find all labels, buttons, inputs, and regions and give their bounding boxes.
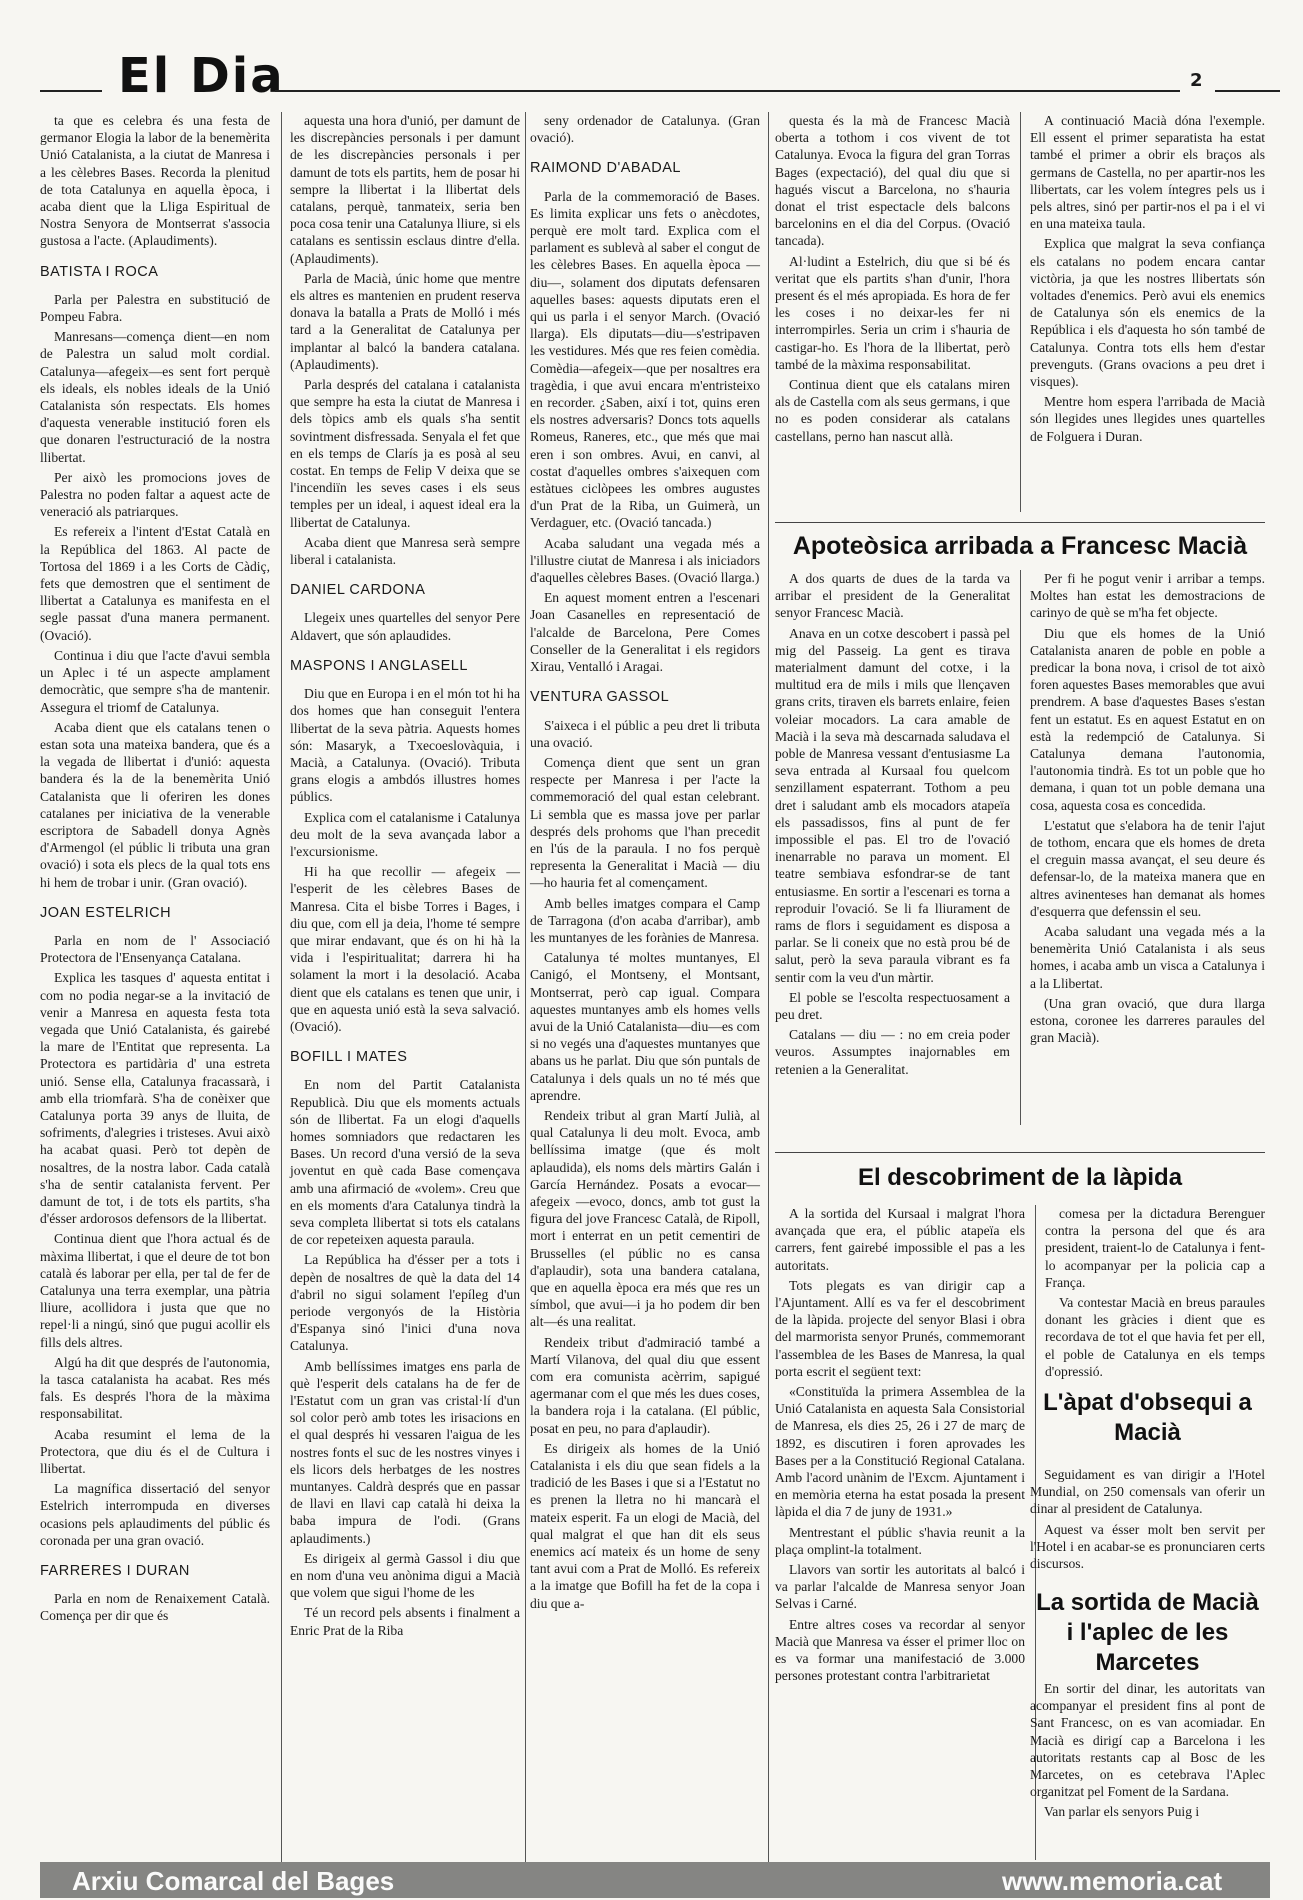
paragraph: La magnífica dissertació del senyor Estelrich interrompuda en diverses ocasions pels aplaudiments del públic és coronada per una gran ovació. — [40, 1481, 270, 1548]
paragraph: Acaba dient que els catalans tenen o estan sota una mateixa bandera, que és a la vegada de llibertat i d'unió: aquesta bandera és la de la benemèrita Unió Catalanista que li oferiren les dones catalanes per iniciativa de la venerable escriptora de Sabadell donya Agnès d'Armengol (el públic li tributa una gran ovació) i sota els plecs de la qual tots ens hi hem de trobar i unir. (Gran ovació). — [40, 719, 270, 890]
paragraph: Comença dient que sent un gran respecte per Manresa i per l'acte la commemoració del qual estan celebrant. Li sembla que es massa jove per parlar després dels prohoms que l'han precedit en l'ús de la paraula. I no fos perquè representa la Generalitat i Macià — diu —ho hauria fet al començament. — [530, 754, 760, 891]
section-heading: VENTURA GASSOL — [530, 689, 670, 706]
paragraph: Acaba dient que Manresa serà sempre liberal i catalanista. — [290, 534, 520, 568]
paragraph: Va contestar Macià en breus paraules donant les gràcies i dient que es recordava de tot el que havia fet per ell, el poble de Catalunya en els temps d'opressió. — [1045, 1295, 1265, 1379]
paragraph: Parla de Macià, únic home que mentre els altres es mantenien en prudent reserva donava la batalla a Prats de Molló i més tard a la Generalitat de Catalunya per implantar al balcó la bandera catalana. (Aplaudiments). — [290, 270, 520, 372]
text-column-2 — [290, 112, 520, 1872]
paragraph: Anava en un cotxe descobert i passà pel mig del Passeig. La gent es tirava materialment damunt del cotxe, i la multitud era de mils i mils que llençaven grans crits, tiraven els barrets enlaire, feien voleiar mocadors. La cara amable de Macià i la seva mà descarnada saludava el poble de Manresa vessant d'entusiasme La seva entrada al Kursaal fou quelcom senzillament espaterrant. Tothom a peu dret i saludant amb els mocadors atapeïa els passadissos, fins al punt de fer impossible el pas. El tro de l'ovació inenarrable no parava un moment. El teatre sembiava esfondrar-se de tant entusiasme. En sortir a l'escenari es torna a reproduir l'ovació. Se li fa lliurament de rams de flors i seguidament es disposa a parlar. Se li coneix que no està prou bé de salut, però la seva paraula vibrant es fa sentir com la veu d'un màrtir. — [775, 625, 1010, 985]
paragraph: Diu que en Europa i en el món tot hi ha dos homes que han conseguit l'entera llibertat de la seva pàtria. Aquests homes són: Masaryk, a Txecoeslovàquia, i Macià, a Catalunya. (Ovació). Tributa grans elogis a ambdós illustres homes públics. — [290, 686, 520, 805]
paragraph: questa és la mà de Francesc Macià oberta a tothom i cos vivent de tot Catalunya. Evoca la figura del gran Torras Bages (expectació), del qual diu que si hagués viscut a Barcelona, no s'hauria donat el trist espectacle dels balcons barcelonins en el dia del Corpus. (Ovació tancada). — [775, 113, 1010, 249]
text-column-4 — [775, 112, 1010, 512]
headline-apoteosica: Apoteòsica arribada a Francesc Macià — [792, 532, 1248, 560]
paragraph: seny ordenador de Catalunya. (Gran ovació). — [530, 113, 760, 146]
paragraph: A continuació Macià dóna l'exemple. Ell essent el primer separatista ha estat també el primer a obrir els braços als germans de Castella, no per apartir-nos les llibertats, car les volem íntegres pels us i pels altres, sinó per partir-nos el pa i el vi en una mateixa taula. — [1030, 113, 1265, 232]
paragraph: Tots plegats es van dirigir cap a l'Ajuntament. Allí es va fer el descobriment de la làpida. projecte del senyor Blasi i obra del marmorista senyor Prunés, commemorant l'assemblea de les Bases de Manresa, la qual porta escrit el següent text: — [775, 1277, 1025, 1379]
apat-body — [1030, 1466, 1265, 1576]
paragraph: El poble se l'escolta respectuosament a peu dret. — [775, 989, 1010, 1023]
paragraph: «Constituïda la primera Assemblea de la Unió Catalanista en aquesta Sala Consistorial de Manresa, els dies 25, 26 i 27 de març de 1892, es discutiren i foren aprovades les Bases per a la Constitució Regional Catalana. Amb l'acord unànim de l'Excm. Ajuntament i en memòria eterna ha estat posada la present làpida el dia 7 de juny de 1931.» — [775, 1384, 1025, 1520]
paragraph: Per fi he pogut venir i arribar a temps. Moltes han estat les demostracions de carinyo de què se m'ha fet objecte. — [1030, 571, 1265, 621]
paragraph: Hi ha que recollir — afegeix — l'esperit de les cèlebres Bases de Manresa. Cita el bisbe Torres i Bages, i diu que, com ell ja deia, l'home té sempre que mirar endavant, que és on hi hà la vida i l'espiritualitat; darrera hi ha solament la mort i la desolació. Acaba dient que els catalans es tenen que unir, i que en aquesta unió està la seva salvació. (Ovació). — [290, 864, 520, 1034]
headline-apat: L'àpat d'obsequi a Macià — [1043, 1389, 1252, 1446]
paragraph: Per això les promocions joves de Palestra no poden faltar a aquest acte de veneració als patriarques. — [40, 469, 270, 520]
section-heading: MASPONS I ANGLASELL — [290, 657, 468, 674]
section-rule — [775, 522, 1265, 523]
sortida-body — [1030, 1680, 1265, 1860]
paragraph: Explica que malgrat la seva confiança els catalans no podem encara cantar victòria, ja que les nostres llibertats són voltades d'enemics. Però avui els enemics de Catalunya són els enemics de la República i els d'aquesta ho són també de Catalunya. Contra tots ells hem d'estar prevenguts. (Grans ovacions a peu dret i visques). — [1030, 236, 1265, 390]
paragraph: Manresans—comença dient—en nom de Palestra un salud molt cordial. Catalunya—afegeix—es sent fort perquè els ideals, els nobles ideals de la Unió Catalanista són respectats. Els homes d'aquesta venerable institució foren els que donaren l'estructuració de la nostra llibertat. — [40, 329, 270, 465]
column-divider — [525, 112, 526, 1862]
paragraph: Amb bellíssimes imatges ens parla de què l'esperit dels catalans ha de fer de l'Estatut com un gran vas cristal·lí d'un sol color però amb totes les irisacions en el qual després hi vessaren l'aigua de les nostres fonts el suc de les nostres vinyes i els licors dels herbatges de les nostres muntanyes. Caldrà després que en passar de llavi en llavi cap català hi deixa la baba impura de l'odi. (Grans aplaudiments.) — [290, 1358, 520, 1546]
section-heading: JOAN ESTELRICH — [40, 904, 172, 921]
section-heading: FARRERES I DURAN — [40, 1563, 190, 1580]
paragraph: Parla de la commemoració de Bases. Es limita explicar uns fets o anècdotes, perquè ere molt tard. Explica com el parlament es sublevà al saber el congut de les cèlebres Bases. En aquella època —diu—, solament dos diputats defensaren aquelles bases: aquests diputats eren el qui us parla i el senyor March. (Ovació llarga). Els diputats—diu—s'estripaven les vestidures. Més que res feien comèdia. Comèdia—afegeix—que per nosaltres era tragèdia, i que avui encara m'entristeixo en recorder. ¿Saben, així i tot, quins eren els nostres adversaris? Doncs tots aquells Romeus, Raneres, etc., que més que mai eren i son ombres. Avui, en canvi, al costat d'aquelles ombres s'aixequen com estàtues ciclòpees les ombres augustes d'un Prat de la Riba, un Guimerà, un Verdaguer, etc. (Ovació tancada.) — [530, 188, 760, 531]
paragraph: Mentrestant el públic s'havia reunit a la plaça omplint-la totalment. — [775, 1524, 1025, 1557]
paragraph: Mentre hom espera l'arribada de Macià són llegides unes llegides unes quartelles de Folguera i Duran. — [1030, 394, 1265, 444]
headline-sortida: La sortida de Macià i l'aplec de les Marcetes — [1036, 1589, 1259, 1676]
paragraph: Van parlar els senyors Puig i — [1044, 1804, 1200, 1820]
page-number: 2 — [1190, 70, 1203, 91]
descobriment-column-2 — [1045, 1205, 1265, 1379]
paragraph: La República ha d'ésser per a tots i depèn de nosaltres de què la data del 14 d'abril no sigui solament l'epíleg d'un periode vergonyós de la Història d'Espanya sinó l'inici d'una nova Catalunya. — [290, 1252, 520, 1354]
website-watermark: www.memoria.cat — [1002, 1866, 1223, 1896]
archive-watermark: Arxiu Comarcal del Bages — [72, 1866, 395, 1896]
paragraph: (Una gran ovació, que dura llarga estona, coronee les darreres paraules del gran Macià). — [1030, 995, 1265, 1046]
paragraph: Diu que els homes de la Unió Catalanista anaren de poble en poble a predicar la bona nova, i crisol de tot això foren aquestes Bases memorables que avui prendrem. A base d'aquestes Bases s'estan fent un estatut. Es en aquest Estatut en on està la redempció de Catalunya. Si Catalunya demana l'autonomia, l'autonomia tindrà. Es tot un poble que ho demana, i quan tot un poble demana una cosa, aquesta cosa es concedida. — [1030, 625, 1265, 813]
text-column-5 — [1030, 112, 1265, 512]
paragraph: Rendeix tribut d'admiració també a Martí Vilanova, del qual diu que essent com era comunista acèrrim, sapigué agermanar com el que més les dues coses, la bandera roja i la catalana. (El públic, posat en peu, no para d'aplaudir). — [530, 1334, 760, 1436]
masthead-rule-left — [40, 90, 102, 92]
paragraph: Amb belles imatges compara el Camp de Tarragona (d'on acaba d'arribar), amb les muntanyes de les forànies de Manresa. — [530, 895, 760, 945]
paragraph: Continua dient que els catalans miren als de Castella com als seus germans, i que no es poden considerar als catalans castellans, perno han nascut allà. — [775, 377, 1010, 444]
paragraph: Explica com el catalanisme i Catalunya deu molt de la seva avançada labor a l'excursionisme. — [290, 809, 520, 859]
section-heading: DANIEL CARDONA — [290, 582, 426, 599]
section-heading: BATISTA I ROCA — [40, 263, 159, 280]
paragraph: Es dirigeix al germà Gassol i diu que en nom d'una veu anònima digui a Macià que volem que sigui l'home de les — [290, 1550, 520, 1601]
paragraph: S'aixeca i el públic a peu dret li tributa una ovació. — [530, 717, 760, 750]
apoteosica-column-1 — [775, 570, 1010, 1125]
column-divider — [1020, 570, 1021, 1125]
paragraph: ta que es celebra és una festa de germanor Elogia la labor de la benemèrita Unió Catalanista, a la ciutat de Manresa i a les cèlebres Bases. Recorda la plenitud de tota Catalunya en aquella època, i acaba dient que la Lliga Espiritual de Nostra Senyora de Montserrat s'associa gustosa a l'acte. (Aplaudiments). — [40, 113, 270, 249]
paragraph: En nom del Partit Catalanista Republicà. Diu que els moments actuals són de llibertat. Fa un elogi d'aquells homes somniadors que redactaren les Bases. Un record d'una versió de la seva joventut en què cada Base començava amb una afirmació de «volem». Creu que en els moments d'ara Catalunya tindrà la seva completa llibertat si tots els catalans de cor repeteixen aquesta paraula. — [290, 1077, 520, 1248]
paragraph: Catalans — diu — : no em creia poder veuros. Assumptes inajornables em retenien a la Generalitat. — [775, 1027, 1010, 1077]
paragraph: Acaba saludant una vegada més a la benemèrita Unió Catalanista i als seus homes, i acaba amb un visca a Catalunya i a la Llibertat. — [1030, 924, 1265, 991]
paragraph: Continua i diu que l'acte d'avui sembla un Aplec i té un aspecte amplament democràtic, que sempre s'ha de mantenir. Assegura el triomf de Catalunya. — [40, 647, 270, 715]
paragraph: Rendeix tribut al gran Martí Julià, al qual Catalunya li deu molt. Evoca, amb bellíssima imatge (que és molt aplaudida), els noms dels màrtirs Galán i García Hernández. Posats a evocar— afegeix —evoco, doncs, amb tot gust la figura del jove Francesc Català, de Ripoll, mort i enterrat en un petit cementiri de Brusselles (el públic no es cansa d'aplaudir), sota una bandera catalana, que en aquella època era més que res un símbol, que avui—i ja ho podem dir ben alt—és una realitat. — [530, 1107, 760, 1330]
text-column-1 — [40, 112, 270, 1872]
section-heading: BOFILL I MATES — [290, 1049, 408, 1066]
paragraph: Llegeix unes quartelles del senyor Pere Aldavert, que són aplaudides. — [290, 610, 520, 643]
paragraph: comesa per la dictadura Berenguer contra la persona del que és ara president, traient-lo de Catalunya i fent-lo acompanyar per la policia cap a França. — [1045, 1206, 1265, 1290]
paragraph: En sortir del dinar, les autoritats van acompanyar el president fins al pont de Sant Francesc, on es van acomiadar. En Macià es dirigí cap a Barcelona i les autoritats restants cap al Bosc de les Marcetes, on es cetebrava l'Aplec organitzat pel Foment de la Sardana. — [1030, 1681, 1265, 1800]
paragraph: Explica les tasques d' aquesta entitat i com no podia negar-se a la invitació de venir a Manresa en aquesta festa tota vegada que Unió Catalanista, és gairebé la mare de l'Entitat que representa. La Protectora es partidària d' una estreta unió. Sense ella, Catalunya fracassarà, i amb ella triomfarà. S'ha de conèixer que Catalunya porta 39 anys de lluita, de sofriments, d'alegries i tristeses. Avui això ha acabat quasi. Però tot depèn de nosaltres, de la nostra labor. Cada català s'ha de sentir catalanista fervent. Per damunt de tot, i de tots els partits, s'ha d'ésser ardorosos defensors de la llibertat. — [40, 970, 270, 1227]
masthead-rule — [275, 90, 1180, 92]
paragraph: Acaba saludant una vegada més a l'illustre ciutat de Manresa i als iniciadors d'aquelles cèlebres Bases. (Ovació llarga.) — [530, 535, 760, 586]
headline-descobriment: El descobriment de la làpida — [857, 1164, 1183, 1191]
paragraph: Continua dient que l'hora actual és de màxima llibertat, i que el deure de tot bon català és laborar per ella, per tal de fer de Catalunya una terra exemplar, una pàtria lliure, acollidora i justa que que no repel·li a ningú, sinó que pugui acollir els fills dels altres. — [40, 1231, 270, 1350]
paragraph: L'estatut que s'elabora ha de tenir l'ajut de tothom, encara que els homes de dreta el creguin massa avançat, el seu deure és defensar-lo, de la mateixa manera que en altres avinenteses han demanat als homes d'esquerra que defenssin el seu. — [1030, 817, 1265, 919]
text-column-3 — [530, 112, 760, 1872]
paragraph: Al·ludint a Estelrich, diu que si bé és veritat que els partits s'han d'unir, l'hora present és el més apropiada. Es hora de fer les coses i no deixar-les fer ni interrompirles. Seria un crim i s'hauria de castigar-ho. Es l'hora de la llibertat, però també de la màxima responsabilitat. — [775, 253, 1010, 372]
paragraph: A dos quarts de dues de la tarda va arribar el president de la Generalitat senyor Francesc Macià. — [775, 571, 1010, 621]
paragraph: Parla en nom de l' Associació Protectora de l'Ensenyança Catalana. — [40, 932, 270, 966]
paragraph: A la sortida del Kursaal i malgrat l'hora avançada que era, el públic atapeïa els carrers, fent gairebé impossible el pas a les autoritats. — [775, 1206, 1025, 1273]
paragraph: Té un record pels absents i finalment a Enric Prat de la Riba — [290, 1605, 520, 1638]
paragraph: Algú ha dit que després de l'autonomia, la tasca catalanista ha acabat. Res més fals. Es després l'hora de la màxima responsabilitat. — [40, 1354, 270, 1422]
paragraph: Acaba resumint el lema de la Protectora, que diu és el de Cultura i llibertat. — [40, 1426, 270, 1477]
paragraph: Llavors van sortir les autoritats al balcó i va parlar l'alcalde de Manresa senyor Joan Selvas i Carné. — [775, 1562, 1025, 1612]
column-divider — [281, 112, 282, 1862]
paragraph: Es dirigeix als homes de la Unió Catalanista i els diu que sean fidels a la tradició de les Bases i que si a l'Estatut no es prenen la lletra no hi mancarà el mateix esperit. Fa un elogi de Macià, del qual malgrat el que han dit els seus enemics ací mateix és un home de seny tant avui com a Prat de Molló. Es refereix a la imatge que Bofill ha fet de la copa i diu que a- — [530, 1440, 760, 1611]
section-heading: RAIMOND D'ABADAL — [530, 160, 681, 177]
apoteosica-column-2 — [1030, 570, 1265, 1125]
paragraph: Aquest va ésser molt ben servit per l'Hotel i en acabar-se es pronunciaren certs discursos. — [1030, 1521, 1265, 1572]
section-rule — [775, 1152, 1265, 1153]
paragraph: Parla en nom de Renaixement Català. Comença per dir que és — [40, 1591, 270, 1624]
masthead-rule-right — [1215, 90, 1280, 92]
newspaper-title: El Dia — [118, 48, 285, 104]
paragraph: En aquest moment entren a l'escenari Joan Casanelles en representació de l'alcalde de Barcelona, Pere Comes Conseller de la Generalitat i els regidors Xirau, Ventalló i Aragai. — [530, 590, 760, 675]
paragraph: Entre altres coses va recordar al senyor Macià que Manresa va ésser el primer lloc on es va formar una manifestació de 3.000 persones protestant contra l'arbitrarietat — [775, 1616, 1025, 1684]
paragraph: Es refereix a l'intent d'Estat Català en la República del 1863. Al pacte de Tortosa del 1869 i a les Corts de Càdiç, fets que demostren que el sentiment de llibertat a Catalunya es manifesta en el segle passat d'una manera permanent. (Ovació). — [40, 524, 270, 643]
masthead — [40, 48, 1270, 104]
column-divider — [1020, 112, 1021, 512]
paragraph: Catalunya té moltes muntanyes, El Canigó, el Montseny, el Montsant, Montserrat, però cap igual. Compara aquestes muntanyes amb els homes vells avui de la Unió Catalanista—diu—es com si no vegés una d'aquestes muntanyes que abans us he parlat. Diu que són puntals de Catalunya i dels quals un no té més que aprendre. — [530, 950, 760, 1103]
descobriment-column-1 — [775, 1205, 1025, 1860]
paragraph: Seguidament es van dirigir a l'Hotel Mundial, on 250 comensals van oferir un dinar al president de Catalunya. — [1030, 1467, 1265, 1517]
paragraph: Parla després del catalana i catalanista que sempre ha esta la ciutat de Manresa i dels tòpics amb els quals s'ha sentit sovintment disfressada. Senyala el fet que en els temps de Clarís ja es posà al seu costat. En temps de Felip V deixa que se l'incendiïn les seves cases i els seus temples per un ideal, i aquest ideal era la llibertat de Catalunya. — [290, 377, 520, 530]
paragraph: aquesta una hora d'unió, per damunt de les discrepàncies personals i per damunt de les discrepàncies personals i per damunt de tots els partits, hem de posar hi sempre la llibertat i la llibertat dels catalans, perquè, tanmateix, seria ben poca cosa tenir una Catalunya lliure, si els catalans es sentissin esclaus dintre d'ella. (Aplaudiments). — [290, 113, 520, 266]
paragraph: Parla per Palestra en substitució de Pompeu Fabra. — [40, 291, 270, 325]
column-divider — [768, 112, 769, 1862]
